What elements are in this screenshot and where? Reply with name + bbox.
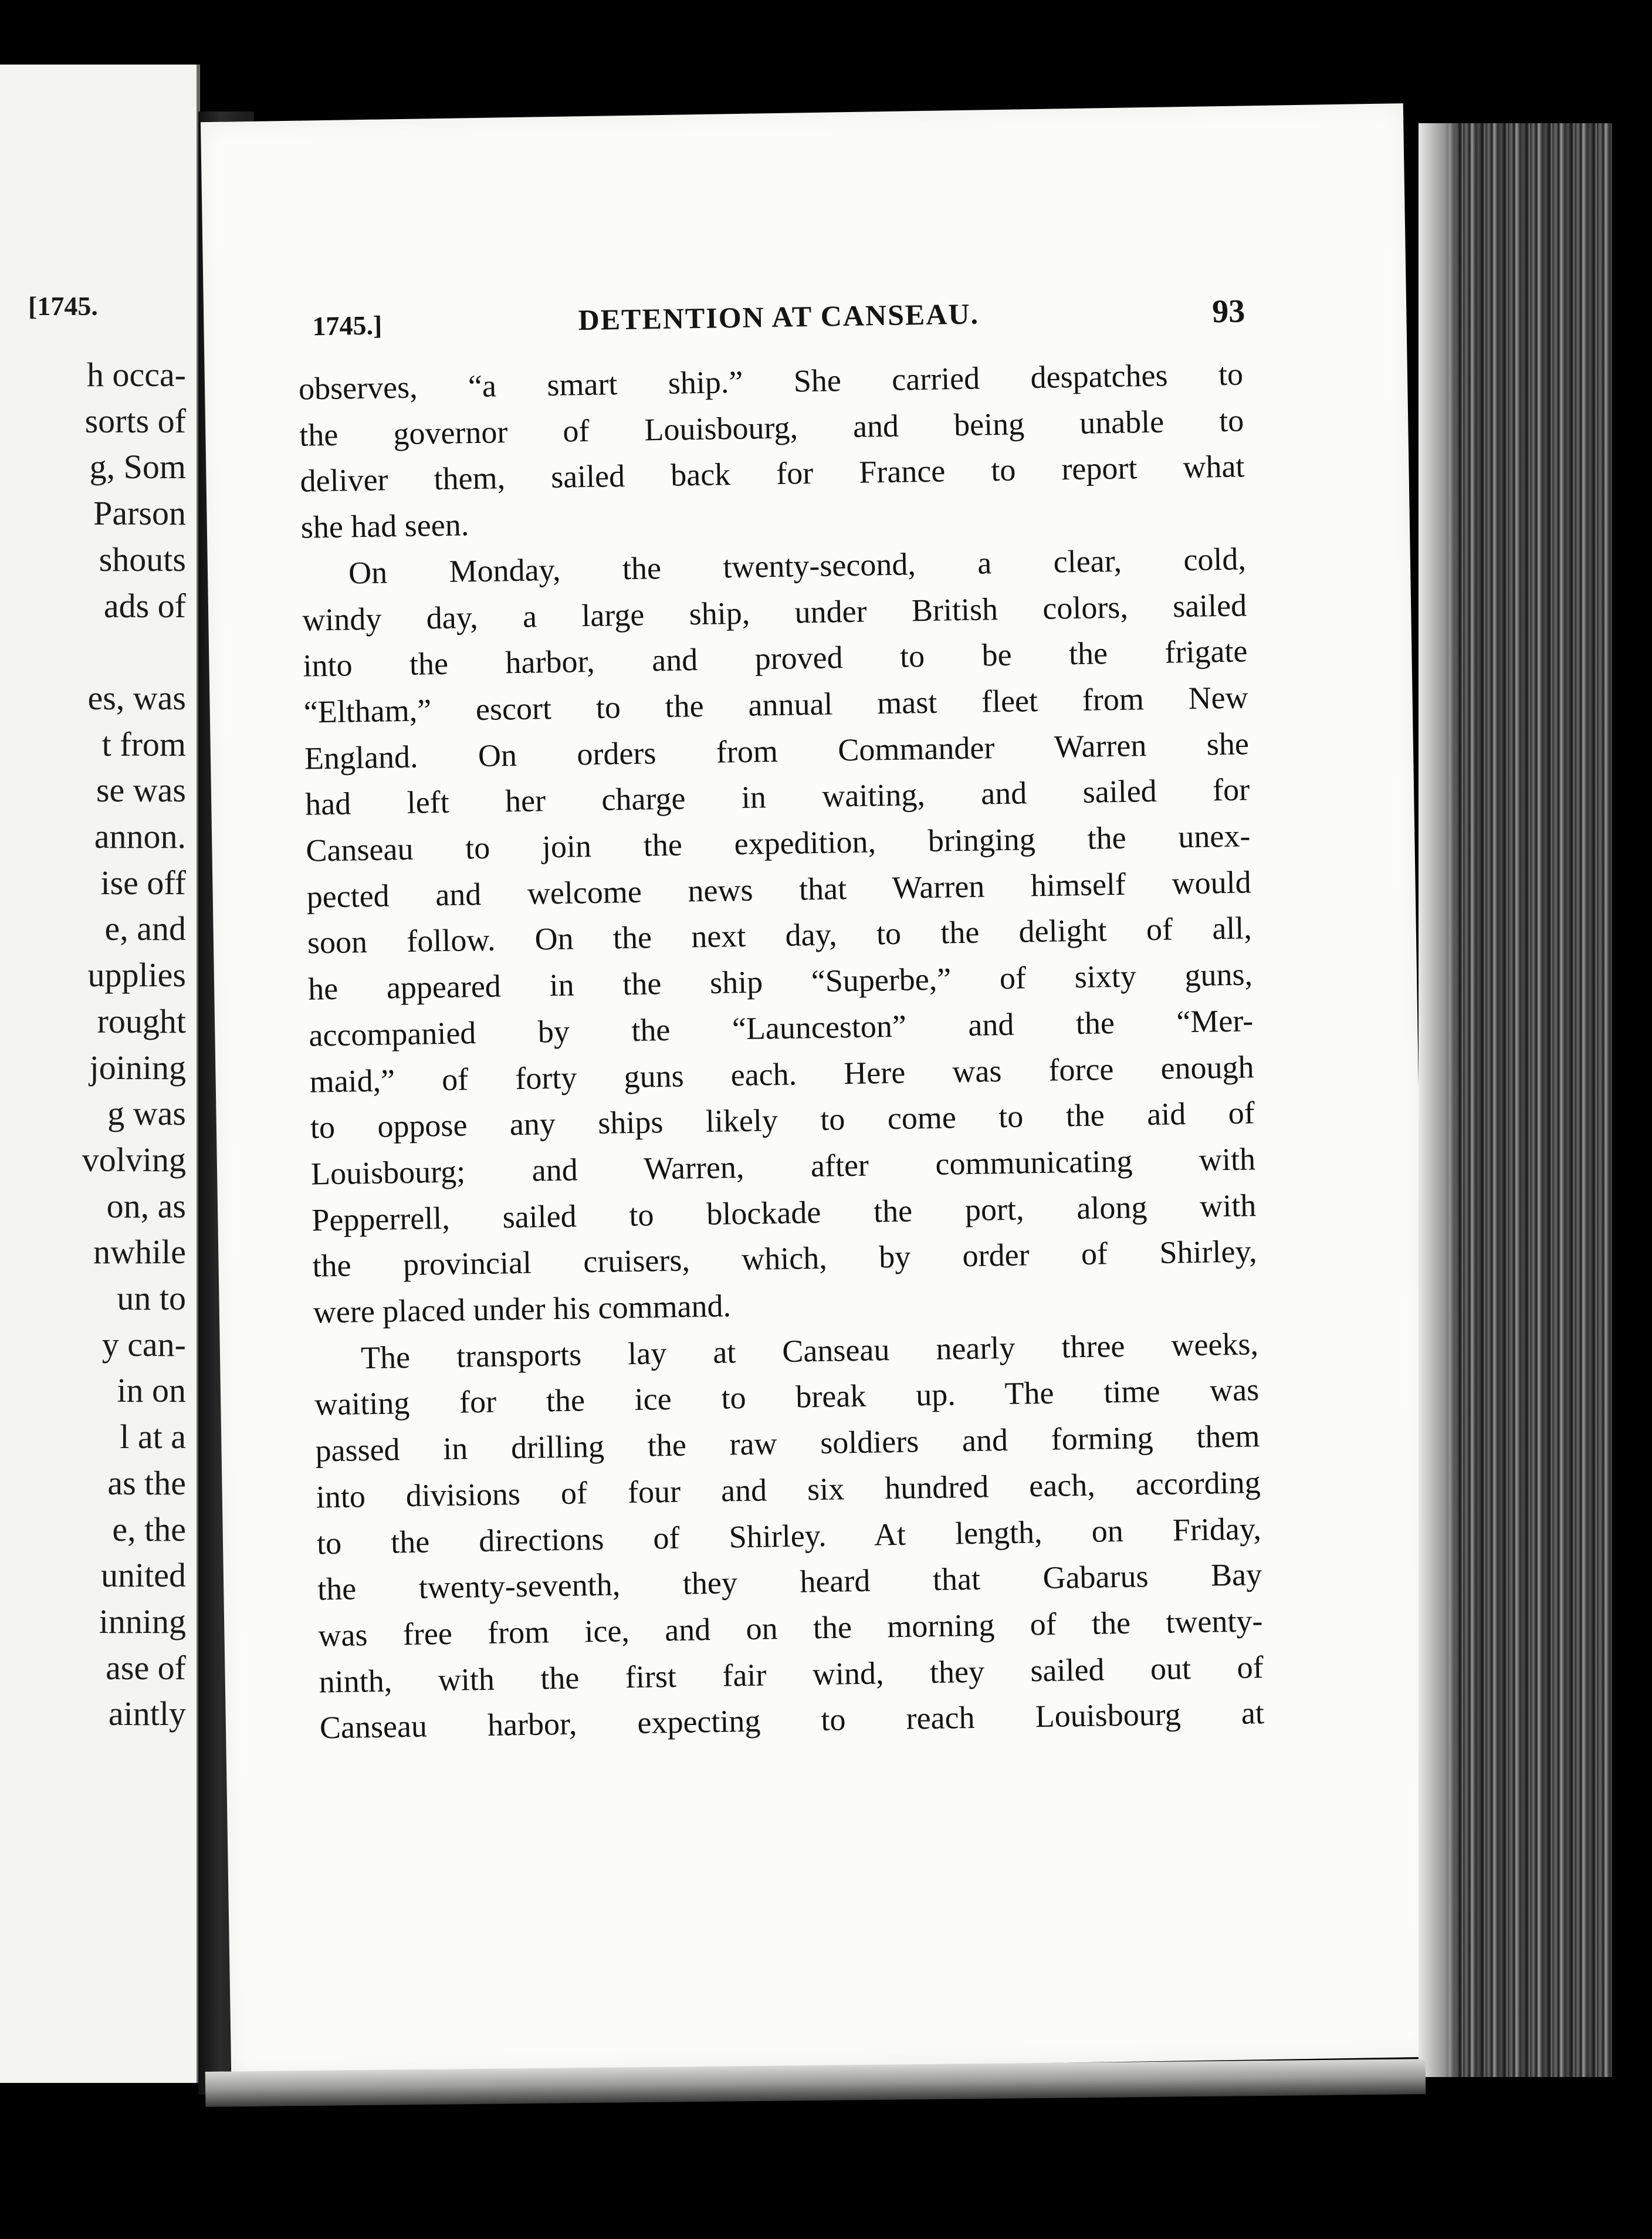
left-page-text: [0, 352, 186, 1737]
text-line: united: [101, 1556, 186, 1595]
text-line: on, as: [106, 1186, 186, 1225]
text-line: Parson: [93, 494, 186, 533]
text-line: maid,” of forty guns each. Here was force enough: [309, 1049, 1254, 1100]
text-line: soon follow. On the next day, to the delight of all,: [307, 910, 1252, 961]
text-line: the governor of Louisbourg, and being unable to: [299, 403, 1244, 453]
page-body-text: [299, 351, 1265, 1751]
left-facing-page: [0, 65, 200, 2083]
running-head: [312, 292, 1245, 348]
text-line: rought: [97, 1002, 186, 1040]
text-line: deliver them, sailed back for France to report what: [300, 448, 1245, 499]
text-line: On Monday, the twenty-second, a clear, cold,: [348, 541, 1247, 591]
text-line: accompanied by the “Launceston” and the “Mer-: [308, 1003, 1254, 1053]
text-line: pected and welcome news that Warren himself would: [306, 864, 1252, 915]
text-line: to the directions of Shirley. At length, on Friday,: [316, 1510, 1262, 1561]
text-line: he appeared in the ship “Superbe,” of sixty guns,: [307, 956, 1253, 1007]
text-line: volving: [82, 1140, 186, 1179]
text-line: Louisbourg; and Warren, after communicating with: [310, 1141, 1256, 1192]
text-line: as the: [107, 1463, 186, 1502]
text-line: England. On orders from Commander Warren she: [304, 725, 1250, 776]
text-line: e, the: [112, 1510, 186, 1548]
text-line: the twenty-seventh, they heard that Gabarus Bay: [317, 1557, 1262, 1607]
text-line: passed in drilling the raw soldiers and forming them: [315, 1418, 1260, 1469]
text-line: sorts of: [84, 401, 186, 440]
text-line: in on: [117, 1371, 186, 1410]
text-line: nwhile: [93, 1233, 186, 1271]
text-line: “Eltham,” escort to the annual mast fleet from New: [303, 679, 1249, 730]
text-line: l at a: [120, 1418, 186, 1456]
text-line: g was: [107, 1094, 186, 1133]
text-line: Pepperrell, sailed to blockade the port, along with: [311, 1187, 1257, 1238]
text-line: Canseau to join the expedition, bringing the unex-: [306, 818, 1251, 868]
text-line: y can-: [101, 1325, 186, 1364]
text-line: ads of: [103, 586, 186, 625]
text-line: shouts: [99, 540, 186, 579]
text-line: ise off: [100, 863, 186, 902]
text-line: se was: [96, 771, 186, 810]
text-line: ninth, with the first fair wind, they sailed out of: [319, 1649, 1264, 1700]
book-page: [201, 103, 1434, 2076]
book-page-edges: [1419, 123, 1612, 2077]
text-line: to oppose any ships likely to come to the aid of: [310, 1095, 1255, 1145]
text-line: Canseau harbor, expecting to reach Louisbourg at: [319, 1695, 1265, 1746]
text-line: es, was: [87, 678, 186, 717]
text-line: windy day, a large ship, under British colors, sailed: [302, 587, 1247, 638]
text-line: into the harbor, and proved to be the frigate: [303, 633, 1248, 684]
text-line: were placed under his command.: [313, 1288, 732, 1330]
text-line: annon.: [94, 817, 186, 856]
text-line: upplies: [87, 956, 186, 995]
text-line: had left her charge in waiting, and sailed for: [304, 772, 1250, 822]
text-line: joining: [89, 1048, 186, 1087]
page-number: 93: [1211, 293, 1245, 330]
text-line: into divisions of four and six hundred each, according: [316, 1465, 1261, 1515]
text-line: waiting for the ice to break up. The time was: [314, 1372, 1260, 1422]
left-page-running-head: [1745.: [28, 291, 98, 321]
text-line: was free from ice, and on the morning of the twenty-: [318, 1603, 1263, 1653]
text-line: she had seen.: [300, 507, 469, 545]
text-line: the provincial cruisers, which, by order of Shirley,: [312, 1233, 1257, 1284]
text-line: g, Som: [89, 448, 186, 486]
text-line: ase of: [106, 1648, 186, 1687]
text-line: inning: [99, 1602, 186, 1641]
text-line: t from: [101, 725, 186, 763]
text-line: The transports lay at Canseau nearly three weeks,: [360, 1326, 1259, 1376]
text-line: un to: [117, 1279, 186, 1318]
text-line: aintly: [108, 1695, 186, 1733]
running-head-year: 1745.]: [312, 310, 382, 341]
text-line: observes, “a smart ship.” She carried despatches to: [298, 356, 1244, 407]
text-line: [0, 629, 186, 675]
text-line: e, and: [104, 909, 186, 948]
text-line: h occa-: [86, 356, 186, 394]
running-head-title: DETENTION AT CANSEAU.: [578, 297, 980, 337]
